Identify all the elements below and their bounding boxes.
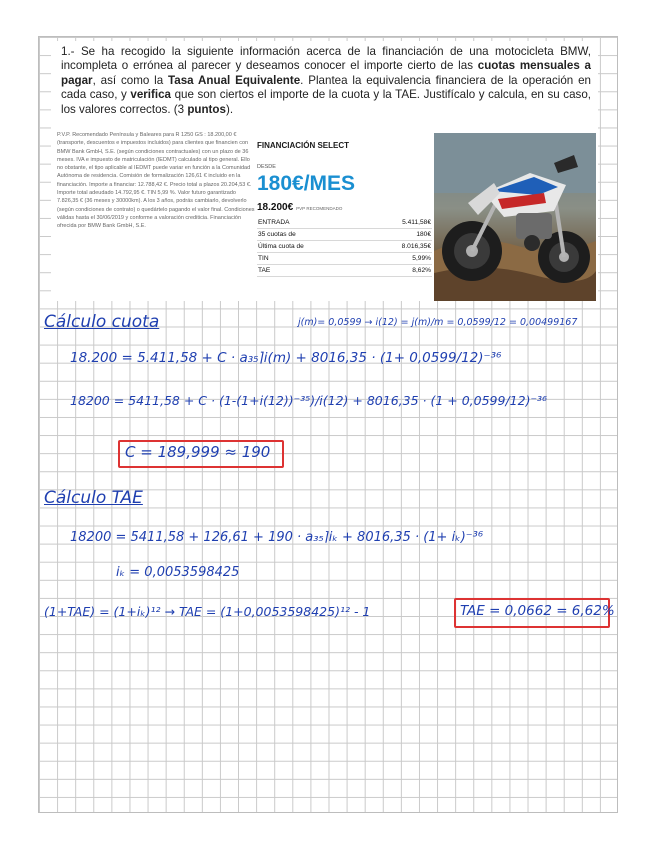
- motorcycle-illustration: [434, 133, 596, 301]
- heading-calculo-tae: Cálculo TAE: [44, 488, 143, 508]
- problem-bold-a: cuotas mensuales a pagar: [61, 59, 591, 87]
- problem-text-d: que son ciertos el importe de la cuota y la TAE. Justifícalo y calcula, en su caso, los valores correctos. (3: [61, 88, 591, 116]
- motorcycle-photo: [434, 133, 596, 301]
- equation-3: 18200 = 5411,58 + 126,61 + 190 · a₃₅⌉iₖ + 8016,35 · (1+ iₖ)⁻³⁶: [70, 530, 484, 545]
- financing-box: [257, 131, 432, 301]
- problem-bold-c: verifica: [130, 88, 171, 102]
- row-label: TAE: [257, 265, 363, 277]
- row-value: 5,99%: [363, 253, 432, 265]
- financing-table: [257, 217, 432, 277]
- monthly-price: 180€/MES: [257, 172, 356, 195]
- table-row: [257, 241, 432, 253]
- problem-text-c: . Plantea la equivalencia financiera de la operación en cada caso, y: [61, 73, 591, 102]
- result-cuota: C = 189,999 ≈ 190: [125, 443, 271, 461]
- row-value: 180€: [363, 229, 432, 241]
- legal-fine-print: P.V.P. Recomendado Península y Baleares para R 1250 GS : 18.200,00 € (transporte, descuentos e impuestos incluidos) para clientes que financien con BMW Bank GmbH, S.E. (según condiciones contractuales) con un plazo de 36 meses. IVA e impuesto de matriculación (IEDMT) calculado al tipo general. Ello no obstante, el tipo aplicable al IEDMT puede variar en función a la Comunidad Autónoma de residencia. Comisión de formalización 126,61 € incluido en la financiación. Importe a financiar: 12.788,42 €. Precio total a plazos 20.204,53 €. Importe total adeudado 14.792,95 €. TIN 5,99 %. Valor futuro garantizado 7.826,35 € (36 meses y 30000km). A los 3 años, podrás cambiarlo, devolverlo (según condiciones de contrato) o quedártelo pagando el valor final. Condiciones válidas hasta el 30/06/2019 y conforme a valoración crediticia. Financiación ofrecida por BMW Bank GmbH, S.E.: [57, 132, 255, 230]
- heading-calculo-cuota: Cálculo cuota: [44, 312, 160, 332]
- equation-4: (1+TAE) = (1+iₖ)¹² → TAE = (1+0,0053598425)¹² - 1: [44, 604, 371, 619]
- problem-statement: [61, 45, 591, 117]
- problem-bold-d: puntos: [187, 102, 226, 116]
- table-row: [257, 265, 432, 277]
- problem-text-a: 1.- Se ha recogido la siguiente información acerca de la financiación de una motocicleta BMW, incompleta o errónea al parecer y deseamos conocer el importe cierto de las: [61, 45, 591, 73]
- pvp-price: 18.200€: [257, 202, 294, 213]
- rate-note: j(m)= 0,0599 → i(12) = j(m)/m = 0,0599/12 = 0,00499167: [298, 317, 578, 328]
- row-label: 35 cuotas de: [257, 229, 363, 241]
- row-label: ENTRADA: [257, 217, 363, 229]
- row-value: 5.411,58€: [363, 217, 432, 229]
- equation-2: 18200 = 5411,58 + C · (1-(1+i(12))⁻³⁵)/i(12) + 8016,35 · (1 + 0,0599/12)⁻³⁶: [70, 393, 548, 408]
- row-label: TIN: [257, 253, 363, 265]
- equation-1: 18.200 = 5.411,58 + C · a₃₅⌉i(m) + 8016,35 · (1+ 0,0599/12)⁻³⁶: [70, 350, 502, 366]
- financing-title: FINANCIACIÓN SELECT: [257, 141, 349, 150]
- table-row: [257, 229, 432, 241]
- pvp-row: [257, 197, 342, 215]
- row-value: 8,62%: [363, 265, 432, 277]
- financing-from-label: DESDE: [257, 164, 276, 170]
- problem-bold-b: Tasa Anual Equivalente: [168, 73, 301, 87]
- result-tae: TAE = 0,0662 = 6,62%: [460, 603, 615, 619]
- problem-text-b: , así como la: [92, 73, 164, 87]
- table-row: [257, 253, 432, 265]
- problem-text-e: ).: [225, 102, 234, 116]
- row-label: Última cuota de: [257, 241, 363, 253]
- problem-card: [51, 41, 598, 301]
- ik-value: iₖ = 0,0053598425: [116, 565, 240, 580]
- row-value: 8.016,35€: [363, 241, 432, 253]
- table-row: [257, 217, 432, 229]
- pvp-note: PVP RECOMENDADO: [296, 206, 343, 211]
